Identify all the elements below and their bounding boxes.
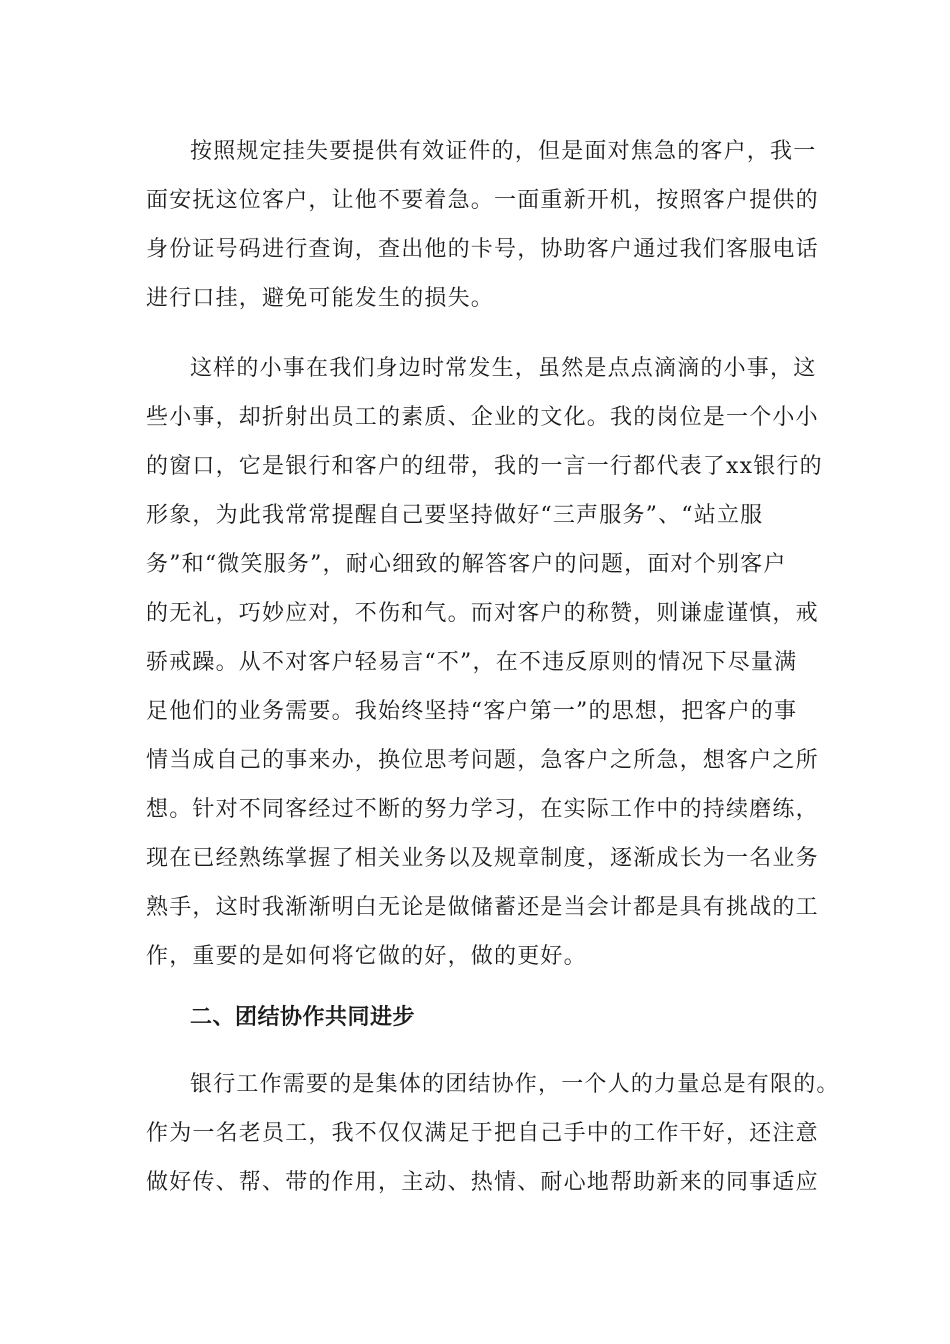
paragraph-3-line-2: 作为一名老员工，我不仅仅满足于把自己手中的工作干好，还注意 (146, 1121, 819, 1146)
paragraph-2-line-1: 这样的小事在我们身边时常发生，虽然是点点滴滴的小事，这 (190, 356, 817, 381)
paragraph-3-line-1: 银行工作需要的是集体的团结协作，一个人的力量总是有限的。 (190, 1072, 840, 1097)
paragraph-2-line-12: 熟手，这时我渐渐明白无论是做储蓄还是当会计都是具有挑战的工 (146, 895, 819, 920)
section-heading: 二、团结协作共同进步 (190, 1005, 416, 1030)
paragraph-2-line-10: 想。针对不同客经过不断的努力学习，在实际工作中的持续磨练， (146, 797, 819, 822)
paragraph-3-line-3: 做好传、帮、带的作用，主动、热情、耐心地帮助新来的同事适应 (146, 1170, 819, 1195)
paragraph-2-line-3: 的窗口，它是银行和客户的纽带，我的一言一行都代表了xx银行的 (146, 454, 823, 479)
paragraph-2-line-7: 骄戒躁。从不对客户轻易言“不”，在不违反原则的情况下尽量满 (146, 650, 798, 675)
paragraph-1-line-2: 面安抚这位客户，让他不要着急。一面重新开机，按照客户提供的 (146, 188, 819, 213)
paragraph-2-line-13: 作，重要的是如何将它做的好，做的更好。 (146, 944, 587, 969)
paragraph-2-line-5: 务”和“微笑服务”，耐心细致的解答客户的问题，面对个别客户 (146, 552, 787, 577)
paragraph-2-line-4: 形象，为此我常常提醒自己要坚持做好“三声服务”、“站立服 (146, 503, 764, 528)
paragraph-2-line-9: 情当成自己的事来办，换位思考问题，急客户之所急，想客户之所 (146, 748, 819, 773)
paragraph-2-line-2: 些小事，却折射出员工的素质、企业的文化。我的岗位是一个小小 (146, 405, 819, 430)
paragraph-1-line-3: 身份证号码进行查询，查出他的卡号，协助客户通过我们客服电话 (146, 237, 819, 262)
paragraph-1-line-4: 进行口挂，避免可能发生的损失。 (146, 286, 495, 311)
paragraph-2-line-11: 现在已经熟练掌握了相关业务以及规章制度，逐渐成长为一名业务 (146, 846, 819, 871)
paragraph-1-line-1: 按照规定挂失要提供有效证件的，但是面对焦急的客户，我一 (190, 139, 817, 164)
paragraph-2-line-6: 的无礼，巧妙应对，不伤和气。而对客户的称赞，则谦虚谨慎，戒 (146, 601, 819, 626)
paragraph-2-line-8: 足他们的业务需要。我始终坚持“客户第一”的思想，把客户的事 (146, 699, 798, 724)
